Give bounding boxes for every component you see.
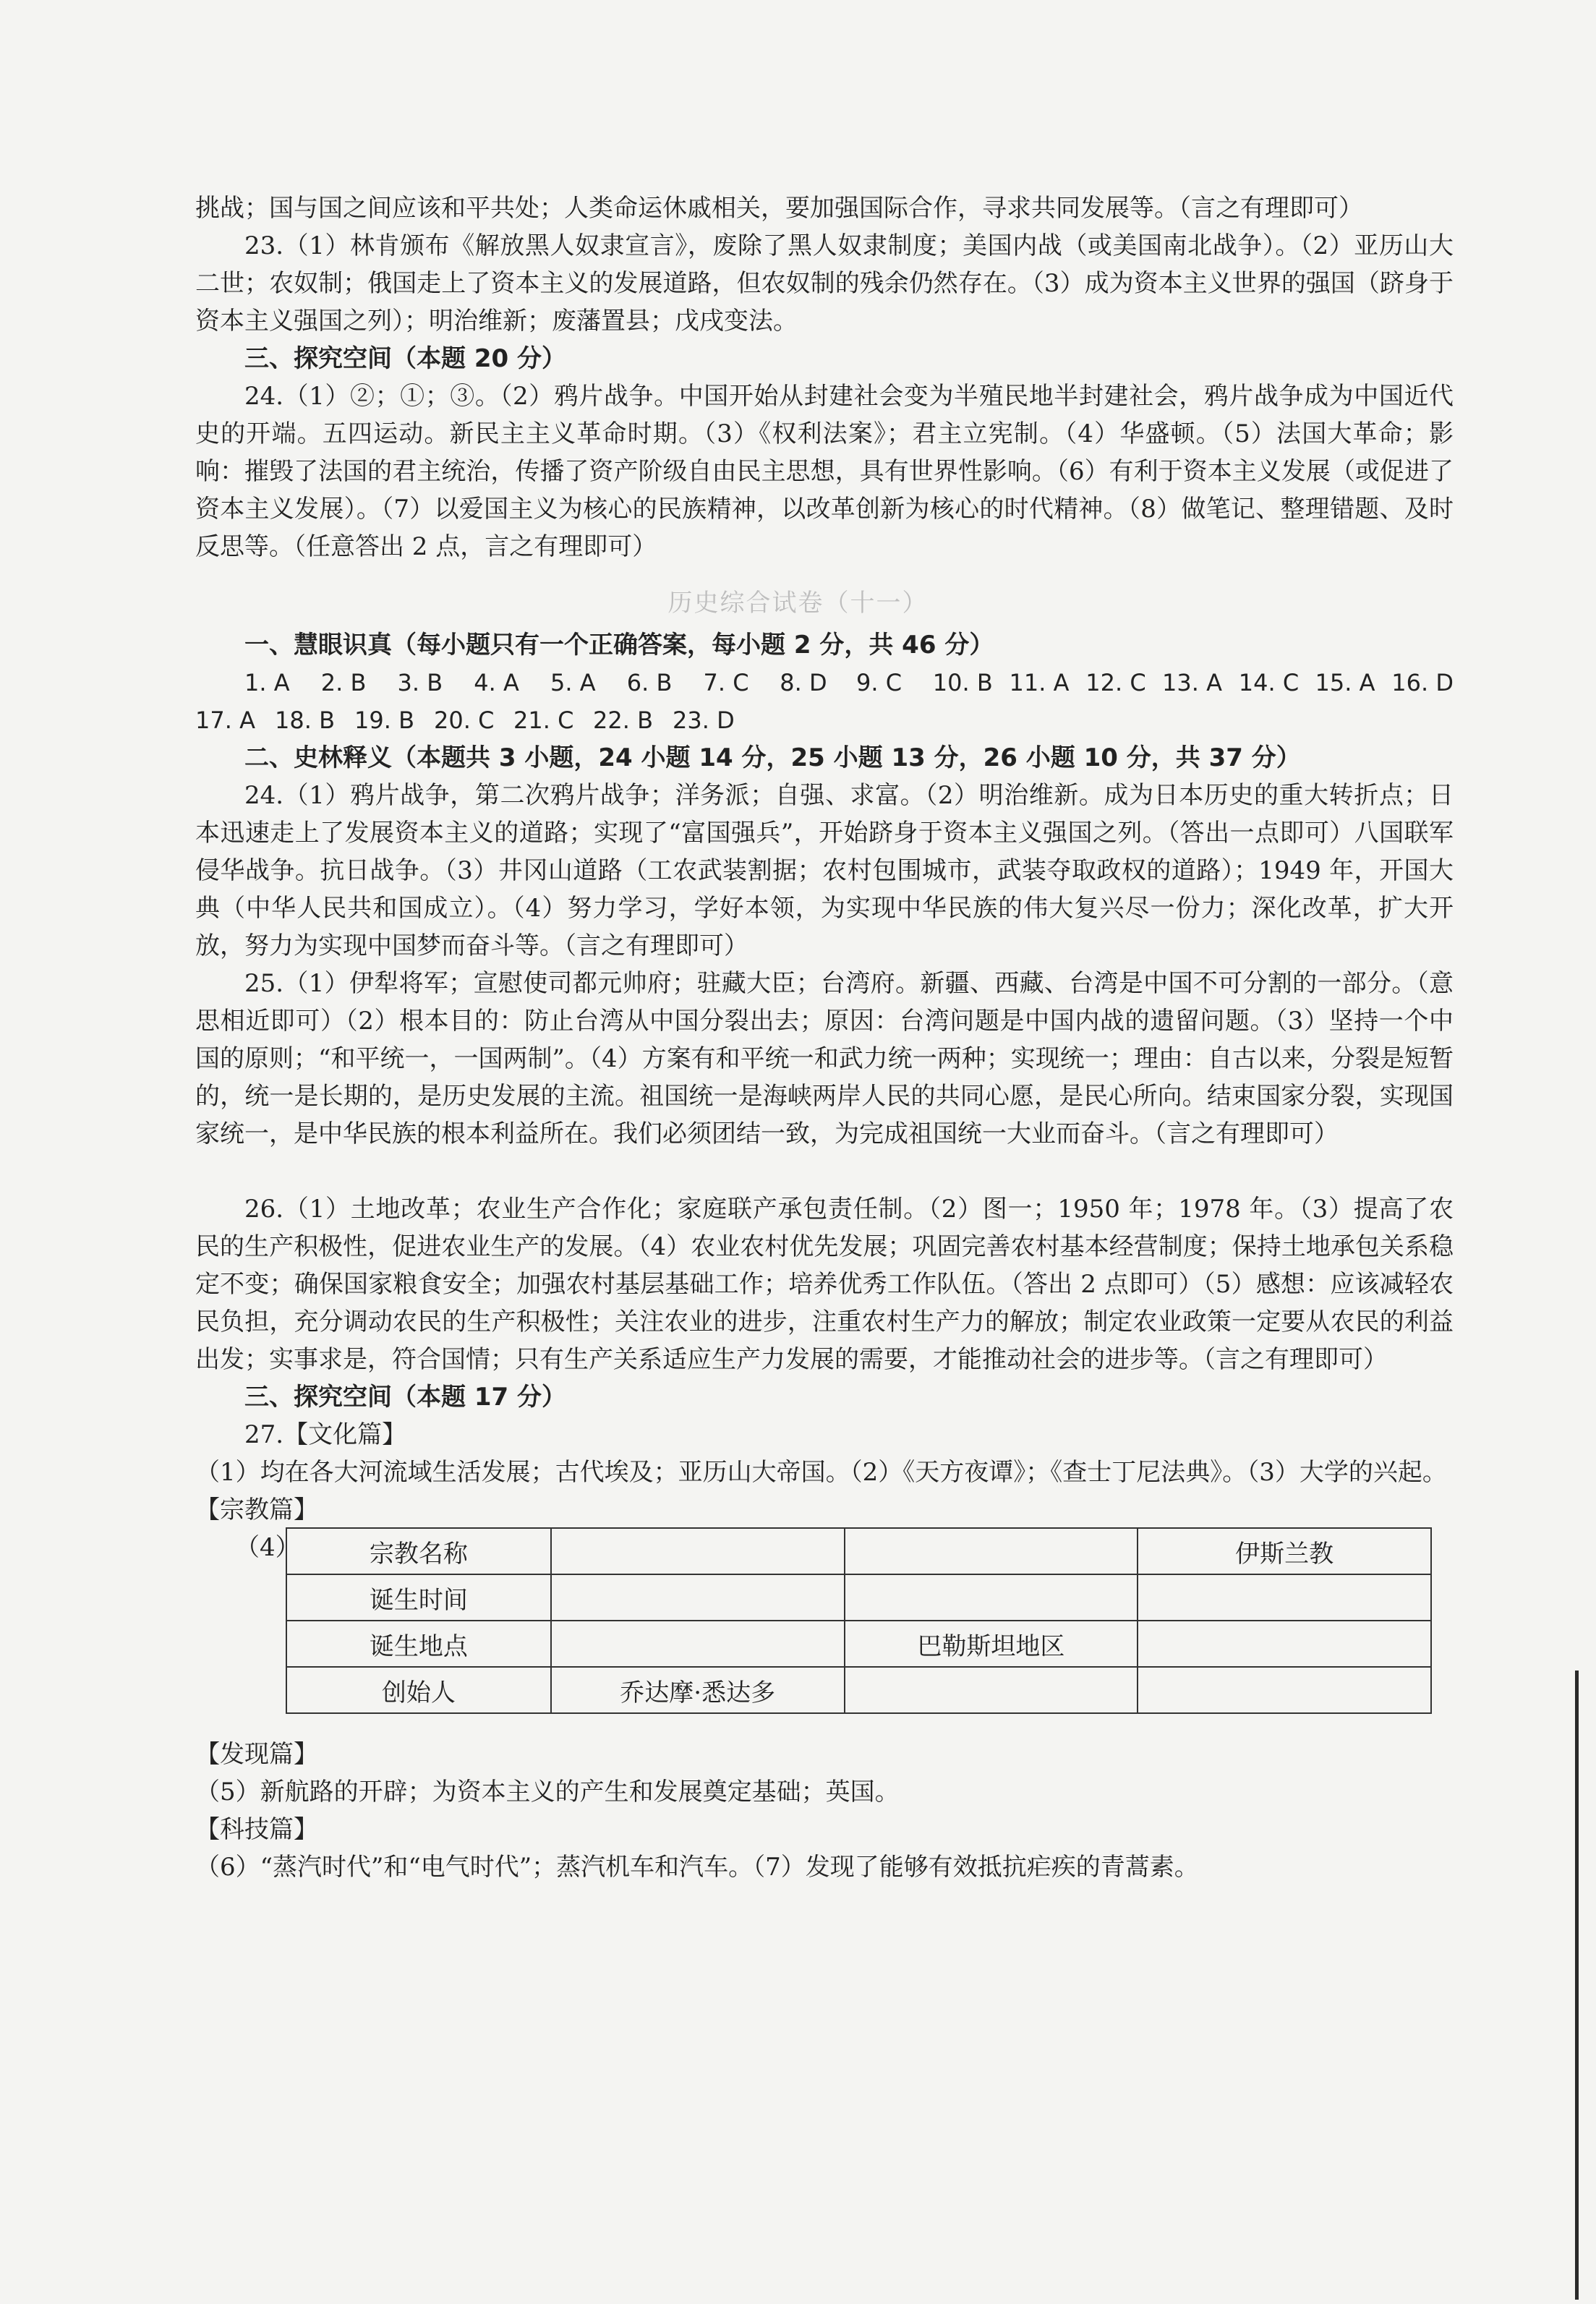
religion-label: 【宗教篇】 — [195, 1496, 318, 1524]
answer-item: 22. B — [593, 707, 654, 734]
answer-item: 20. C — [434, 707, 495, 734]
answer-27-culture: （1）均在各大河流域生活发展；古代埃及；亚历山大帝国。（2）《天方夜谭》；《查士丁尼法典》。（3）大学的兴起。 — [195, 1458, 1447, 1487]
table-cell — [1138, 1621, 1431, 1667]
answer-item: 12. C — [1085, 669, 1146, 696]
table-row — [286, 1574, 1431, 1621]
answer-item: 19. B — [354, 707, 415, 734]
table-cell: 乔达摩·悉达多 — [551, 1667, 845, 1713]
answer-item: 21. C — [513, 707, 574, 734]
answer-24-part1: 24.（1）②；①；③。（2）鸦片战争。中国开始从封建社会变为半殖民地半封建社会，鸦片战争成为中国近代史的开端。五四运动。新民主主义革命时期。（3）《权利法案》；君主立宪制。（4）华盛顿。（5）法国大革命；影响：摧毁了法国的君主统治，传播了资产阶级自由民主思想，具有世界性影响。（6）有利于资本主义发展（或促进了资本主义发展）。（7）以爱国主义为核心的民族精神，以改革创新为核心的时代精神。（8）做笔记、整理错题、及时反思等。（任意答出 2 点，言之有理即可） — [195, 382, 1454, 561]
table-cell — [551, 1621, 845, 1667]
table-cell: 诞生地点 — [286, 1621, 551, 1667]
table-cell — [1138, 1574, 1431, 1621]
answer-27-culture-label: 27.【文化篇】 — [244, 1420, 407, 1449]
answer-item: 4. A — [474, 669, 519, 696]
answer-item: 2. B — [320, 669, 367, 696]
table-cell — [845, 1667, 1138, 1713]
answers-row — [195, 701, 1468, 739]
table-row — [286, 1621, 1431, 1667]
table-cell: 创始人 — [286, 1667, 551, 1713]
table-row — [286, 1667, 1431, 1713]
choice-answers — [195, 664, 1468, 739]
section-heading-explore-20: 三、探究空间（本题 20 分） — [244, 344, 566, 373]
answer-item: 14. C — [1238, 669, 1300, 696]
discovery-label: 【发现篇】 — [195, 1740, 318, 1769]
answer-item: 13. A — [1162, 669, 1222, 696]
answer-item: 11. A — [1009, 669, 1070, 696]
answer-25: 25.（1）伊犁将军；宣慰使司都元帅府；驻藏大臣；台湾府。新疆、西藏、台湾是中国不可分割的一部分。（意思相近即可）（2）根本目的：防止台湾从中国分裂出去；原因：台湾问题是中国内战的遗留问题。（3）坚持一个中国的原则；“和平统一，一国两制”。（4）方案有和平统一和武力统一两种；实现统一；理由：自古以来，分裂是短暂的，统一是长期的，是历史发展的主流。祖国统一是海峡两岸人民的共同心愿，是民心所向。结束国家分裂，实现国家统一，是中华民族的根本利益所在。我们必须团结一致，为完成祖国统一大业而奋斗。（言之有理即可） — [195, 969, 1454, 1148]
answer-24-part2: 24.（1）鸦片战争，第二次鸦片战争；洋务派；自强、求富。（2）明治维新。成为日本历史的重大转折点；日本迅速走上了发展资本主义的道路；实现了“富国强兵”，开始跻身于资本主义强国之列。（答出一点即可）八国联军侵华战争。抗日战争。（3）井冈山道路（工农武装割据；农村包围城市，武装夺取政权的道路）；1949 年，开国大典（中华人民共和国成立）。（4）努力学习，学好本领，为实现中华民族的伟大复兴尽一份力；深化改革，扩大开放，努力为实现中国梦而奋斗等。（言之有理即可） — [195, 781, 1454, 960]
table-cell: 宗教名称 — [286, 1528, 551, 1574]
table-row — [286, 1528, 1431, 1574]
section-heading-choice: 一、慧眼识真（每小题只有一个正确答案，每小题 2 分，共 46 分） — [244, 631, 994, 660]
answer-item: 17. A — [195, 707, 255, 734]
table-cell: 巴勒斯坦地区 — [845, 1621, 1138, 1667]
tech-label: 【科技篇】 — [195, 1815, 318, 1844]
table-cell — [1138, 1667, 1431, 1713]
table-cell — [551, 1528, 845, 1574]
answer-item: 7. C — [703, 669, 749, 696]
answer-item: 23. D — [673, 707, 735, 734]
question-4-label: （4） — [235, 1533, 300, 1562]
answer-item: 5. A — [550, 669, 596, 696]
paragraph-intro: 挑战；国与国之间应该和平共处；人类命运休戚相关，要加强国际合作，寻求共同发展等。（言之有理即可） — [195, 194, 1363, 223]
answer-item: 1. A — [244, 669, 290, 696]
page-title: 历史综合试卷（十一） — [667, 589, 929, 618]
religion-table — [286, 1527, 1432, 1714]
table-cell: 伊斯兰教 — [1138, 1528, 1431, 1574]
answer-5: （5）新航路的开辟；为资本主义的产生和发展奠定基础；英国。 — [195, 1778, 900, 1806]
section-heading-history: 二、史林释义（本题共 3 小题，24 小题 14 分，25 小题 13 分，26 小题 10 分，共 37 分） — [244, 743, 1301, 772]
answer-item: 18. B — [275, 707, 336, 734]
answer-item: 6. B — [626, 669, 673, 696]
table-cell — [551, 1574, 845, 1621]
answer-item: 15. A — [1315, 669, 1375, 696]
answers-row — [195, 664, 1468, 701]
table-cell — [845, 1574, 1138, 1621]
answer-item: 16. D — [1391, 669, 1454, 696]
answer-6-7: （6）“蒸汽时代”和“电气时代”；蒸汽机车和汽车。（7）发现了能够有效抵抗疟疾的青蒿素。 — [195, 1853, 1199, 1882]
table-cell: 诞生时间 — [286, 1574, 551, 1621]
page-edge-mark — [1575, 1671, 1579, 2300]
table-cell — [845, 1528, 1138, 1574]
answer-item: 8. D — [780, 669, 827, 696]
answer-item: 3. B — [397, 669, 443, 696]
answer-26: 26.（1）土地改革；农业生产合作化；家庭联产承包责任制。（2）图一；1950 年；1978 年。（3）提高了农民的生产积极性，促进农业生产的发展。（4）农业农村优先发展；巩固完善农村基本经营制度；保持土地承包关系稳定不变；确保国家粮食安全；加强农村基层基础工作；培养优秀工作队伍。（答出 2 点即可）（5）感想：应该减轻农民负担，充分调动农民的生产积极性；关注农业的进步，注重农村生产力的解放；制定农业政策一定要从农民的利益出发；实事求是，符合国情；只有生产关系适应生产力发展的需要，才能推动社会的进步等。（言之有理即可） — [195, 1195, 1454, 1374]
section-heading-explore-17: 三、探究空间（本题 17 分） — [244, 1383, 566, 1412]
answer-23: 23.（1）林肯颁布《解放黑人奴隶宣言》，废除了黑人奴隶制度；美国内战（或美国南北战争）。（2）亚历山大二世；农奴制；俄国走上了资本主义的发展道路，但农奴制的残余仍然存在。（3）成为资本主义世界的强国（跻身于资本主义强国之列）；明治维新；废藩置县；戊戌变法。 — [195, 231, 1454, 336]
answer-item: 9. C — [856, 669, 902, 696]
answer-item: 10. B — [932, 669, 993, 696]
